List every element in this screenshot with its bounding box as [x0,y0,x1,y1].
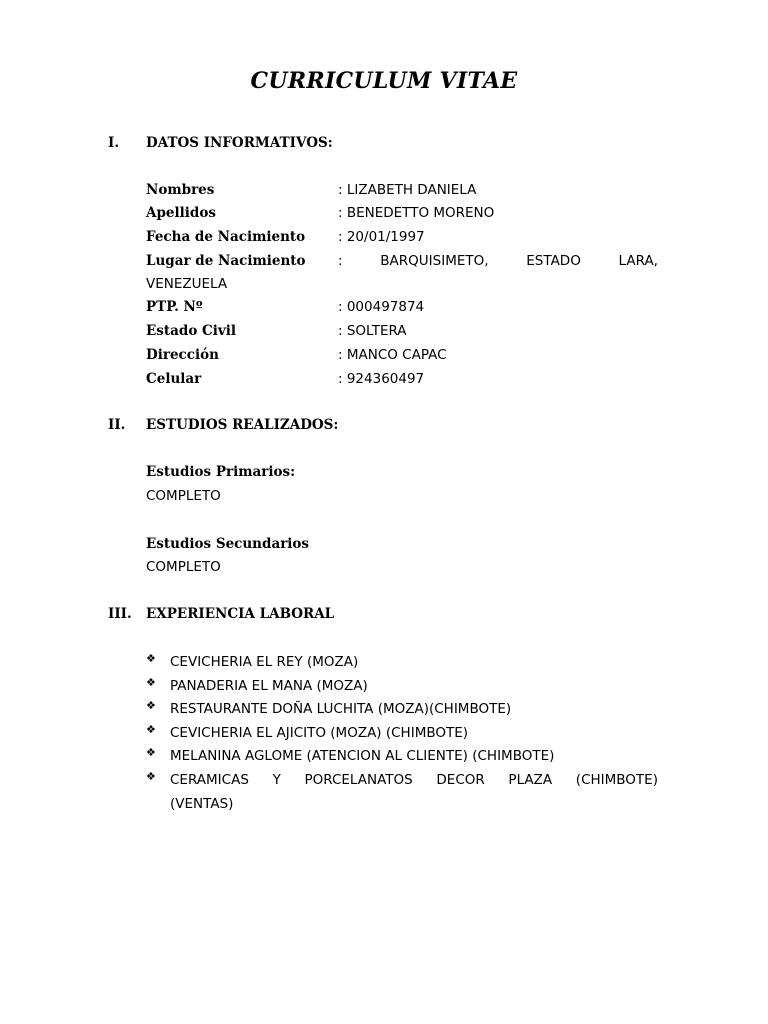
lugar-part: : [338,253,343,269]
label-fecha-nacimiento: Fecha de Nacimiento [146,229,306,245]
value-estado-civil: : SOLTERA [338,323,407,339]
label-estudios-primarios: Estudios Primarios: [146,464,296,480]
value-lugar-continuation: VENEZUELA [146,276,228,292]
label-lugar-nacimiento: Lugar de Nacimiento [146,253,306,269]
value-apellidos: : BENEDETTO MORENO [338,205,495,221]
section-number-estudios: II. [108,417,126,433]
lugar-part: ESTADO [526,253,581,269]
experience-item-text [170,768,658,792]
label-estudios-secundarios: Estudios Secundarios [146,536,310,552]
diamond-bullet-icon: ❖ [146,746,156,759]
experience-item-text: RESTAURANTE DOÑA LUCHITA (MOZA)(CHIMBOTE) [170,701,512,717]
value-fecha-nacimiento: : 20/01/1997 [338,229,425,245]
experience-item [146,721,658,745]
experience-word: (CHIMBOTE) [575,772,658,788]
value-lugar-nacimiento [338,253,658,269]
section-title-datos: DATOS INFORMATIVOS: [146,135,333,151]
label-celular: Celular [146,371,202,387]
experience-word: Y [272,772,281,788]
diamond-bullet-icon: ❖ [146,699,156,712]
section-title-estudios: ESTUDIOS REALIZADOS: [146,417,339,433]
experience-item-text: MELANINA AGLOME (ATENCION AL CLIENTE) (CHIMBOTE) [170,748,555,764]
experience-item-text: PANADERIA EL MANA (MOZA) [170,678,368,694]
lugar-part: BARQUISIMETO, [380,253,489,269]
label-nombres: Nombres [146,182,215,198]
label-estado-civil: Estado Civil [146,323,236,339]
value-ptp: : 000497874 [338,299,425,315]
experience-item-text: CEVICHERIA EL AJICITO (MOZA) (CHIMBOTE) [170,725,469,741]
section-title-experiencia: EXPERIENCIA LABORAL [146,606,335,622]
value-estudios-primarios: COMPLETO [146,488,221,504]
experience-item-continuation: (VENTAS) [170,796,234,812]
diamond-bullet-icon: ❖ [146,652,156,665]
diamond-bullet-icon: ❖ [146,723,156,736]
experience-item [146,697,658,721]
label-apellidos: Apellidos [146,205,216,221]
experience-word: DECOR [436,772,485,788]
experience-item [146,744,658,768]
experience-word: PLAZA [508,772,553,788]
experience-item [146,674,658,698]
experience-word: CERAMICAS [170,772,249,788]
lugar-part: LARA, [618,253,658,269]
diamond-bullet-icon: ❖ [146,770,156,783]
value-direccion: : MANCO CAPAC [338,347,447,363]
value-celular: : 924360497 [338,371,425,387]
diamond-bullet-icon: ❖ [146,676,156,689]
experience-item-text: CEVICHERIA EL REY (MOZA) [170,654,359,670]
label-direccion: Dirección [146,347,219,363]
experience-item-last [146,768,658,792]
value-nombres: : LIZABETH DANIELA [338,182,477,198]
value-estudios-secundarios: COMPLETO [146,559,221,575]
experience-item [146,650,658,674]
section-number-experiencia: III. [108,606,132,622]
label-ptp: PTP. Nº [146,299,203,315]
document-title: CURRICULUM VITAE [250,68,518,94]
experience-word: PORCELANATOS [304,772,413,788]
section-number-datos: I. [108,135,120,151]
